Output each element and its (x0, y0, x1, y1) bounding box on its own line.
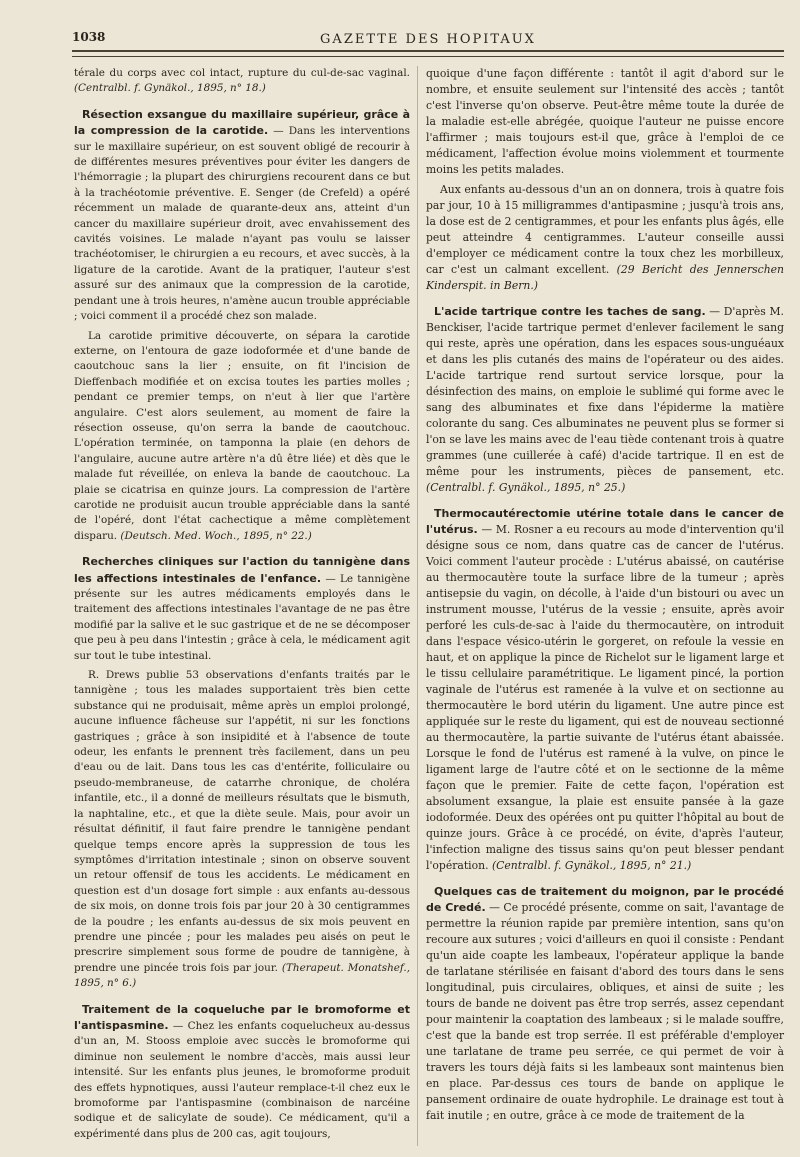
paragraph-text: R. Drews publie 53 observations d'enfants traités par le tannigène ; tous les malades supportaient très bien cette substance qui ne produisait, même après un emploi prolongé, aucune influence fâcheuse sur l'appétit, ni sur les fonctions gastriques ; grâce à son insipidité et à l'absence de toute odeur, les enfants le prennent très facilement, dans un peu d'eau ou de lait. Dans tous les cas d'entérite, folliculaire ou pseudo-membraneuse, de catarrhe chronique, de choléra infantile, etc., il a donné de meilleurs résultats que le bismuth, la naphtaline, etc., et que la diète seule. Mais, pour avoir un résultat définitif, il faut faire prendre le tannigène pendant quelque temps encore après la suppression de tous les symptômes d'irritation intestinale ; sinon on observe souvent un retour offensif de tous les accidents. Le médicament en question est d'un dosage fort simple : aux enfants au-dessous de six mois, on donne trois fois par jour 20 à 30 centigrammes de la poudre ; les enfants au-dessus de six mois peuvent en prendre une pincée ; pour les malades peu aisés on peut le prescrire simplement sous forme de poudre de tannigène, à prendre une pincée trois fois par jour. (74, 669, 410, 974)
source-citation: (Therapeut. Monatshef., 1895, n° 6.) (74, 961, 410, 990)
paragraph-text: Aux enfants au-dessous d'un an on donnera, trois à quatre fois par jour, 10 à 15 milligrammes d'antipasmine ; jusqu'à trois ans, la dose est de 2 centigrammes, et pour les enfants plus âgés, elle peut atteindre 4 centigrammes. L'auteur conseille aussi d'employer ce médicament contre la toux chez les morbilleux, car c'est un calmant excellent. (426, 183, 784, 276)
header-rule-thick (72, 50, 784, 52)
article-coqueluche (74, 1002, 410, 1143)
paragraph-text: — Ce procédé présente, comme on sait, l'avantage de permettre la réunion rapide par première intention, sans qu'on recoure aux sutures ; voici d'ailleurs en quoi il consiste : Pendant qu'un aide coapte les lambeaux, l'opérateur applique la bande de tarlatane stérilisée en faisant d'abord des tours dans le sens longitudinal, puis circulaires, obliques, et ainsi de suite ; les tours de bande ne doivent pas être trop serrés, assez cependant pour maintenir la coaptation des lambeaux ; si le malade souffre, c'est que la bande est trop serrée. Il est préférable d'employer une tarlatane de trame peu serrée, ce qui permet de voir à travers les tours déjà faits si les lambeaux sont maintenus bien en place. Par-dessus ces tours de bande on applique le pansement ordinaire de ouate hydrophile. Le drainage est tout à fait inutile ; en outre, grâce à ce mode de traitement de la (426, 901, 785, 1122)
header-rule-thin (72, 56, 784, 57)
page-header (72, 28, 784, 58)
source-citation: (Centralbl. f. Gynäkol., 1895, n° 18.) (74, 82, 266, 95)
source-citation: (29 Bericht des Jennerschen Kinderspit. in Bern.) (426, 263, 784, 292)
article-continuation (426, 66, 784, 178)
journal-title: GAZETTE DES HOPITAUX (320, 32, 536, 47)
source-citation: (Centralbl. f. Gynäkol., 1895, n° 25.) (426, 481, 626, 494)
source-citation: (Centralbl. f. Gynäkol., 1895, n° 21.) (491, 859, 692, 872)
right-column (426, 66, 784, 1128)
paragraph-text: — D'après M. Benckiser, l'acide tartrique permet d'enlever facilement le sang qui reste, après une opération, dans les espaces sous-unguéaux et dans les plis cutanés des mains de l'opérateur ou des aides. L'acide tartrique rend surtout service lorsque, pour la désinfection des mains, on emploie le sublimé qui forme avec le sang des albuminates et fixe dans l'épiderme la matière colorante du sang. Ces albuminates ne peuvent plus se former si l'on se lave les mains avec de l'eau tiède contenant trois à quatre grammes (une cuillerée à café) d'acide tartrique. Il en est de même pour les instruments, pièces de pansement, etc. (426, 305, 784, 478)
article-heading: Quelques cas de traitement du moignon, par le procédé de Credé. (426, 885, 784, 914)
article-heading: Résection exsangue du maxillaire supérieur, grâce à la compression de la carotide. (74, 107, 410, 138)
article-heading: Thermocautérectomie utérine totale dans le cancer de l'utérus. (426, 507, 784, 536)
article-tannigene (74, 554, 410, 664)
paragraph-text: — Dans les interventions sur le maxillaire supérieur, on est souvent obligé de recourir à de différentes mesures préventives pour éviter les dangers de l'hémorragie ; la plupart des chirurgiens recourent dans ce but à la trachéotomie préventive. E. Senger (de Crefeld) a opéré récemment un malade de quarante-deux ans, atteint d'un cancer du maxillaire supérieur droit, avec envahissement des cavités voisines. Le malade n'ayant pas voulu se laisser trachéotomiser, le chirurgien a eu recours, et avec succès, à la ligature de la carotide. Avant de la pratiquer, l'auteur s'est assuré sur des animaux que la compression de la carotide, pendant une à trois heures, n'amène aucun trouble appréciable ; voici comment il a procédé chez son malade. (74, 125, 410, 323)
paragraph-text: La carotide primitive découverte, on sépara la carotide externe, on l'entoura de gaze iodoformée et d'une bande de caoutchouc sans la lier ; ensuite, on fit l'incision de Dieffenbach modifiée et on excisa toutes les parties molles ; pendant ce premier temps, on n'eut à lier que l'artère angulaire. C'est alors seulement, au moment de faire la résection osseuse, qu'on serra la bande de caoutchouc. L'opération terminée, on tamponna la plaie (en dehors de l'angulaire, aucune autre artère n'a dû être liée) et dès que le malade fut réveillée, on enleva la bande de caoutchouc. La plaie se cicatrisa en quinze jours. La compression de l'artère carotide ne produisit aucun trouble appréciable dans la santé de l'opéré, dont l'état cachectique a même complètement disparu. (74, 329, 410, 542)
source-citation: (Deutsch. Med. Woch., 1895, n° 22.) (120, 529, 312, 542)
paragraph-text: — Chez les enfants coquelucheux au-dessus d'un an, M. Stooss emploie avec succès le bromoforme qui diminue non seulement le nombre d'accès, mais aussi leur intensité. Sur les enfants plus jeunes, le bromoforme produit des effets hypnotiques, aussi l'auteur remplace-t-il chez eux le bromoforme par l'antispasmine (combinaison de narcéine sodique et de salicylate de soude). Ce médicament, qu'il a expérimenté dans plus de 200 cas, agit toujours, (74, 1019, 410, 1140)
article-heading: Recherches cliniques sur l'action du tannigène dans les affections intestinales de l'enfance. (74, 555, 410, 585)
article-acide-tartrique (426, 304, 784, 496)
page-number: 1038 (72, 30, 106, 44)
article-moignon-crede (426, 884, 784, 1124)
article-thermocauterectomie (426, 506, 784, 874)
left-column (74, 66, 410, 1146)
column-divider (417, 66, 418, 1146)
article-heading: Traitement de la coqueluche par le bromoforme et l'antispasmine. (74, 1002, 410, 1032)
article-continuation (74, 66, 410, 97)
article-resection-maxillaire (74, 107, 410, 325)
paragraph-text: térale du corps avec col intact, rupture du cul-de-sac vaginal. (74, 67, 410, 79)
article-paragraph (74, 668, 410, 992)
article-paragraph (426, 182, 784, 294)
paragraph-text: — M. Rosner a eu recours au mode d'intervention qu'il désigne sous ce nom, dans quatre cas de cancer de l'utérus. Voici comment l'auteur procède : L'utérus abaissé, on cautérise au thermocautère toute la surface libre de la tumeur ; après antisepsie du vagin, on décolle, à l'aide d'un bistouri ou avec un instrument mousse, l'utérus de la vessie ; ensuite, après avoir perforé les culs-de-sac à l'aide du thermocautère, on introduit dans l'espace vésico-utérin le gorgeret, on refoule la vessie en haut, et on applique la pince de Richelot sur le ligament large et le tissu cellulaire paramétritique. Le ligament pincé, la portion vaginale de l'utérus est ramenée à la vulve et on sectionne au thermocautère le bord utérin du ligament. Une autre pince est appliquée sur le reste du ligament, qui est de nouveau sectionné au thermocautère, la partie suivante de l'utérus étant abaissée. Lorsque le fond de l'utérus est ramené à la vulve, on pince le ligament large de l'autre côté et on le sectionne de la même façon que le premier. Faite de cette façon, l'opération est absolument exsangue, la plaie est ensuite pansée à la gaze iodoformée. Deux des opérées ont pu quitter l'hôpital au bout de quinze jours. Grâce à ce procédé, on évite, d'après l'auteur, l'infection maligne des tissus sains qu'on peut blesser pendant l'opération. (426, 523, 784, 872)
article-heading: L'acide tartrique contre les taches de sang. (434, 305, 706, 318)
article-paragraph (74, 329, 410, 545)
paragraph-text: quoique d'une façon différente : tantôt il agit d'abord sur le nombre, et ensuite seulement sur l'intensité des accès ; tantôt c'est l'inverse qu'on observe. Peut-être même toute la durée de la maladie est-elle abrégée, quoique l'auteur ne puisse encore l'affirmer ; mais toujours est-il que, grâce à l'emploi de ce médicament, l'affection évolue moins violemment et tourmente moins les petits malades. (426, 67, 784, 176)
paragraph-text: — Le tannigène présente sur les autres médicaments employés dans le traitement des affections intestinales l'avantage de ne pas être modifié par la salive et le suc gastrique et de ne se décomposer que peu à peu dans l'intestin ; grâce à cela, le médicament agit sur tout le tube intestinal. (74, 572, 410, 662)
